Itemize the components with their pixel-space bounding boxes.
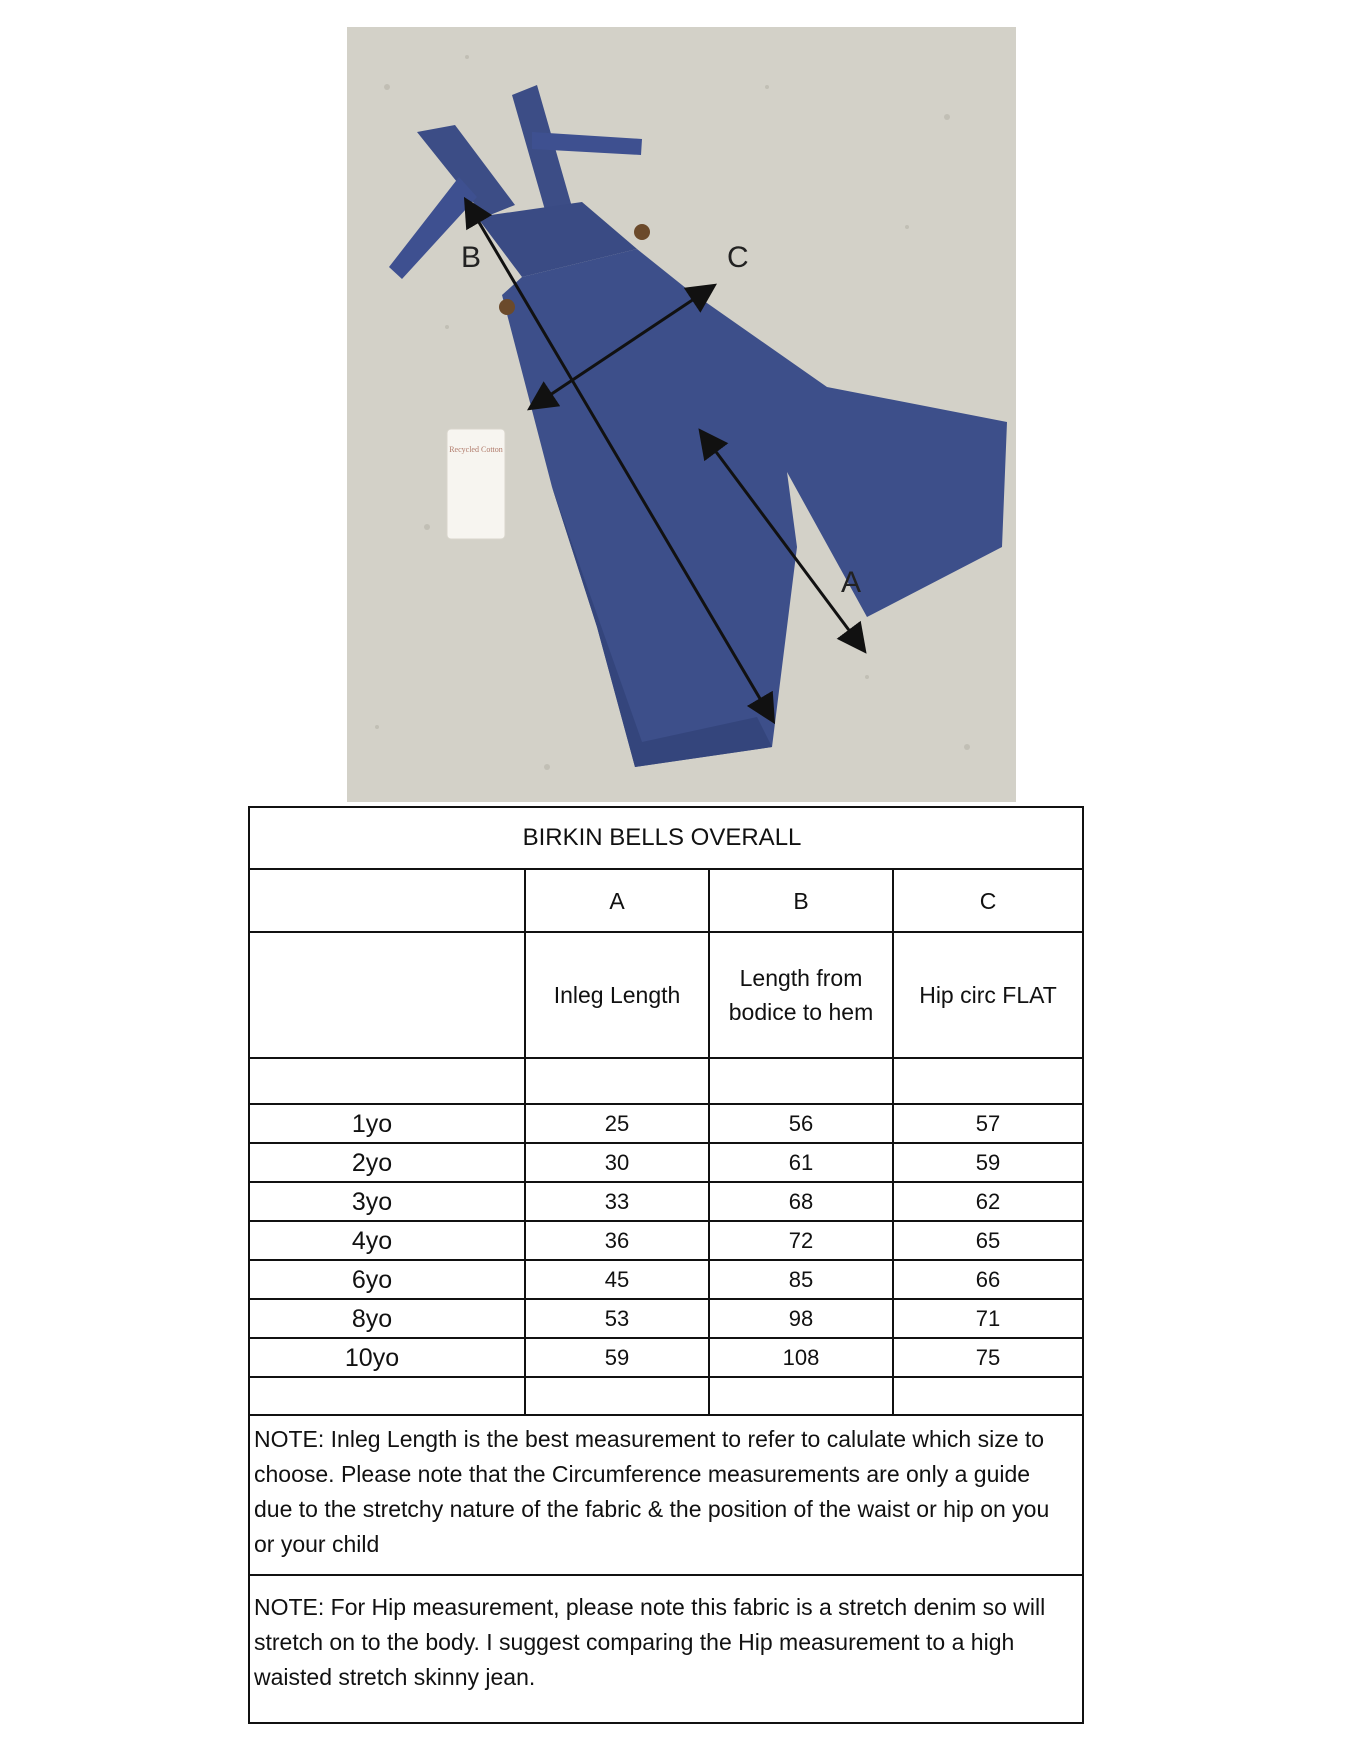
empty-header-cell (250, 870, 524, 931)
tag-text: Recycled Cotton (449, 445, 503, 454)
size-label: 4yo (351, 1226, 393, 1255)
value-c: 59 (892, 1144, 1082, 1181)
column-label-c-text: Hip circ FLAT (919, 982, 1057, 1008)
column-label-c (892, 933, 1082, 1057)
table-title: BIRKIN BELLS OVERALL (522, 824, 802, 851)
column-label-a (524, 933, 708, 1057)
size-label: 2yo (351, 1148, 393, 1177)
table-row (250, 1222, 1082, 1261)
value-b: 98 (708, 1300, 892, 1337)
label-c: C (727, 241, 749, 274)
column-label-b-line1: Length from (739, 965, 863, 991)
size-cell (250, 1339, 524, 1376)
spacer-cell (524, 1378, 708, 1414)
column-label-row (250, 933, 1082, 1059)
value-a: 36 (524, 1222, 708, 1259)
value-c: 62 (892, 1183, 1082, 1220)
column-letter-a: A (524, 870, 708, 931)
size-cell (250, 1222, 524, 1259)
size-cell (250, 1183, 524, 1220)
spacer-row-top (250, 1059, 1082, 1105)
product-photo (347, 27, 1016, 802)
spacer-cell (892, 1059, 1082, 1103)
size-cell (250, 1261, 524, 1298)
size-label: 8yo (351, 1304, 393, 1333)
value-b: 61 (708, 1144, 892, 1181)
value-c: 65 (892, 1222, 1082, 1259)
overall-illustration (347, 27, 1016, 802)
button-right (634, 224, 650, 240)
value-b: 85 (708, 1261, 892, 1298)
value-b: 68 (708, 1183, 892, 1220)
label-a: A (841, 566, 862, 599)
value-b: 56 (708, 1105, 892, 1142)
value-a: 45 (524, 1261, 708, 1298)
value-b: 108 (708, 1339, 892, 1376)
table-row (250, 1261, 1082, 1300)
spacer-cell (892, 1378, 1082, 1414)
table-row (250, 1339, 1082, 1378)
size-cell (250, 1144, 524, 1181)
value-a: 33 (524, 1183, 708, 1220)
spacer-row-bottom (250, 1378, 1082, 1416)
size-label: 1yo (351, 1109, 393, 1138)
value-a: 25 (524, 1105, 708, 1142)
spacer-cell (250, 1059, 524, 1103)
value-c: 75 (892, 1339, 1082, 1376)
table-row (250, 1144, 1082, 1183)
table-row (250, 1300, 1082, 1339)
column-letter-row (250, 870, 1082, 933)
spacer-cell (250, 1378, 524, 1414)
value-a: 53 (524, 1300, 708, 1337)
value-c: 57 (892, 1105, 1082, 1142)
right-strap (512, 85, 572, 217)
spacer-cell (524, 1059, 708, 1103)
size-cell (250, 1300, 524, 1337)
note-inleg: NOTE: Inleg Length is the best measurement to refer to calulate which size to choose. Please note that the Circumference measurements are only a guide due to the stretchy nature of the fabric & the position of the waist or hip on you or your child (250, 1416, 1082, 1576)
value-c: 71 (892, 1300, 1082, 1337)
size-label: 10yo (344, 1343, 400, 1372)
value-c: 66 (892, 1261, 1082, 1298)
size-chart-table (248, 806, 1084, 1724)
button-left (499, 299, 515, 315)
size-label: 3yo (351, 1187, 393, 1216)
table-row (250, 1105, 1082, 1144)
table-row (250, 1183, 1082, 1222)
label-b: B (461, 241, 482, 274)
value-b: 72 (708, 1222, 892, 1259)
column-label-b (708, 933, 892, 1057)
size-cell (250, 1105, 524, 1142)
column-letter-c: C (892, 870, 1082, 931)
column-label-b-line2: bodice to hem (728, 999, 874, 1025)
value-a: 30 (524, 1144, 708, 1181)
empty-label-cell (250, 933, 524, 1057)
column-letter-b: B (708, 870, 892, 931)
value-a: 59 (524, 1339, 708, 1376)
note-hip: NOTE: For Hip measurement, please note this fabric is a stretch denim so will stretch on to the body. I suggest comparing the Hip measurement to a high waisted stretch skinny jean. (254, 1594, 1046, 1690)
column-label-a-text: Inleg Length (553, 982, 681, 1008)
size-label: 6yo (351, 1265, 393, 1294)
spacer-cell (708, 1378, 892, 1414)
spacer-cell (708, 1059, 892, 1103)
table-title-row (250, 808, 1082, 870)
hang-tag (447, 429, 505, 539)
